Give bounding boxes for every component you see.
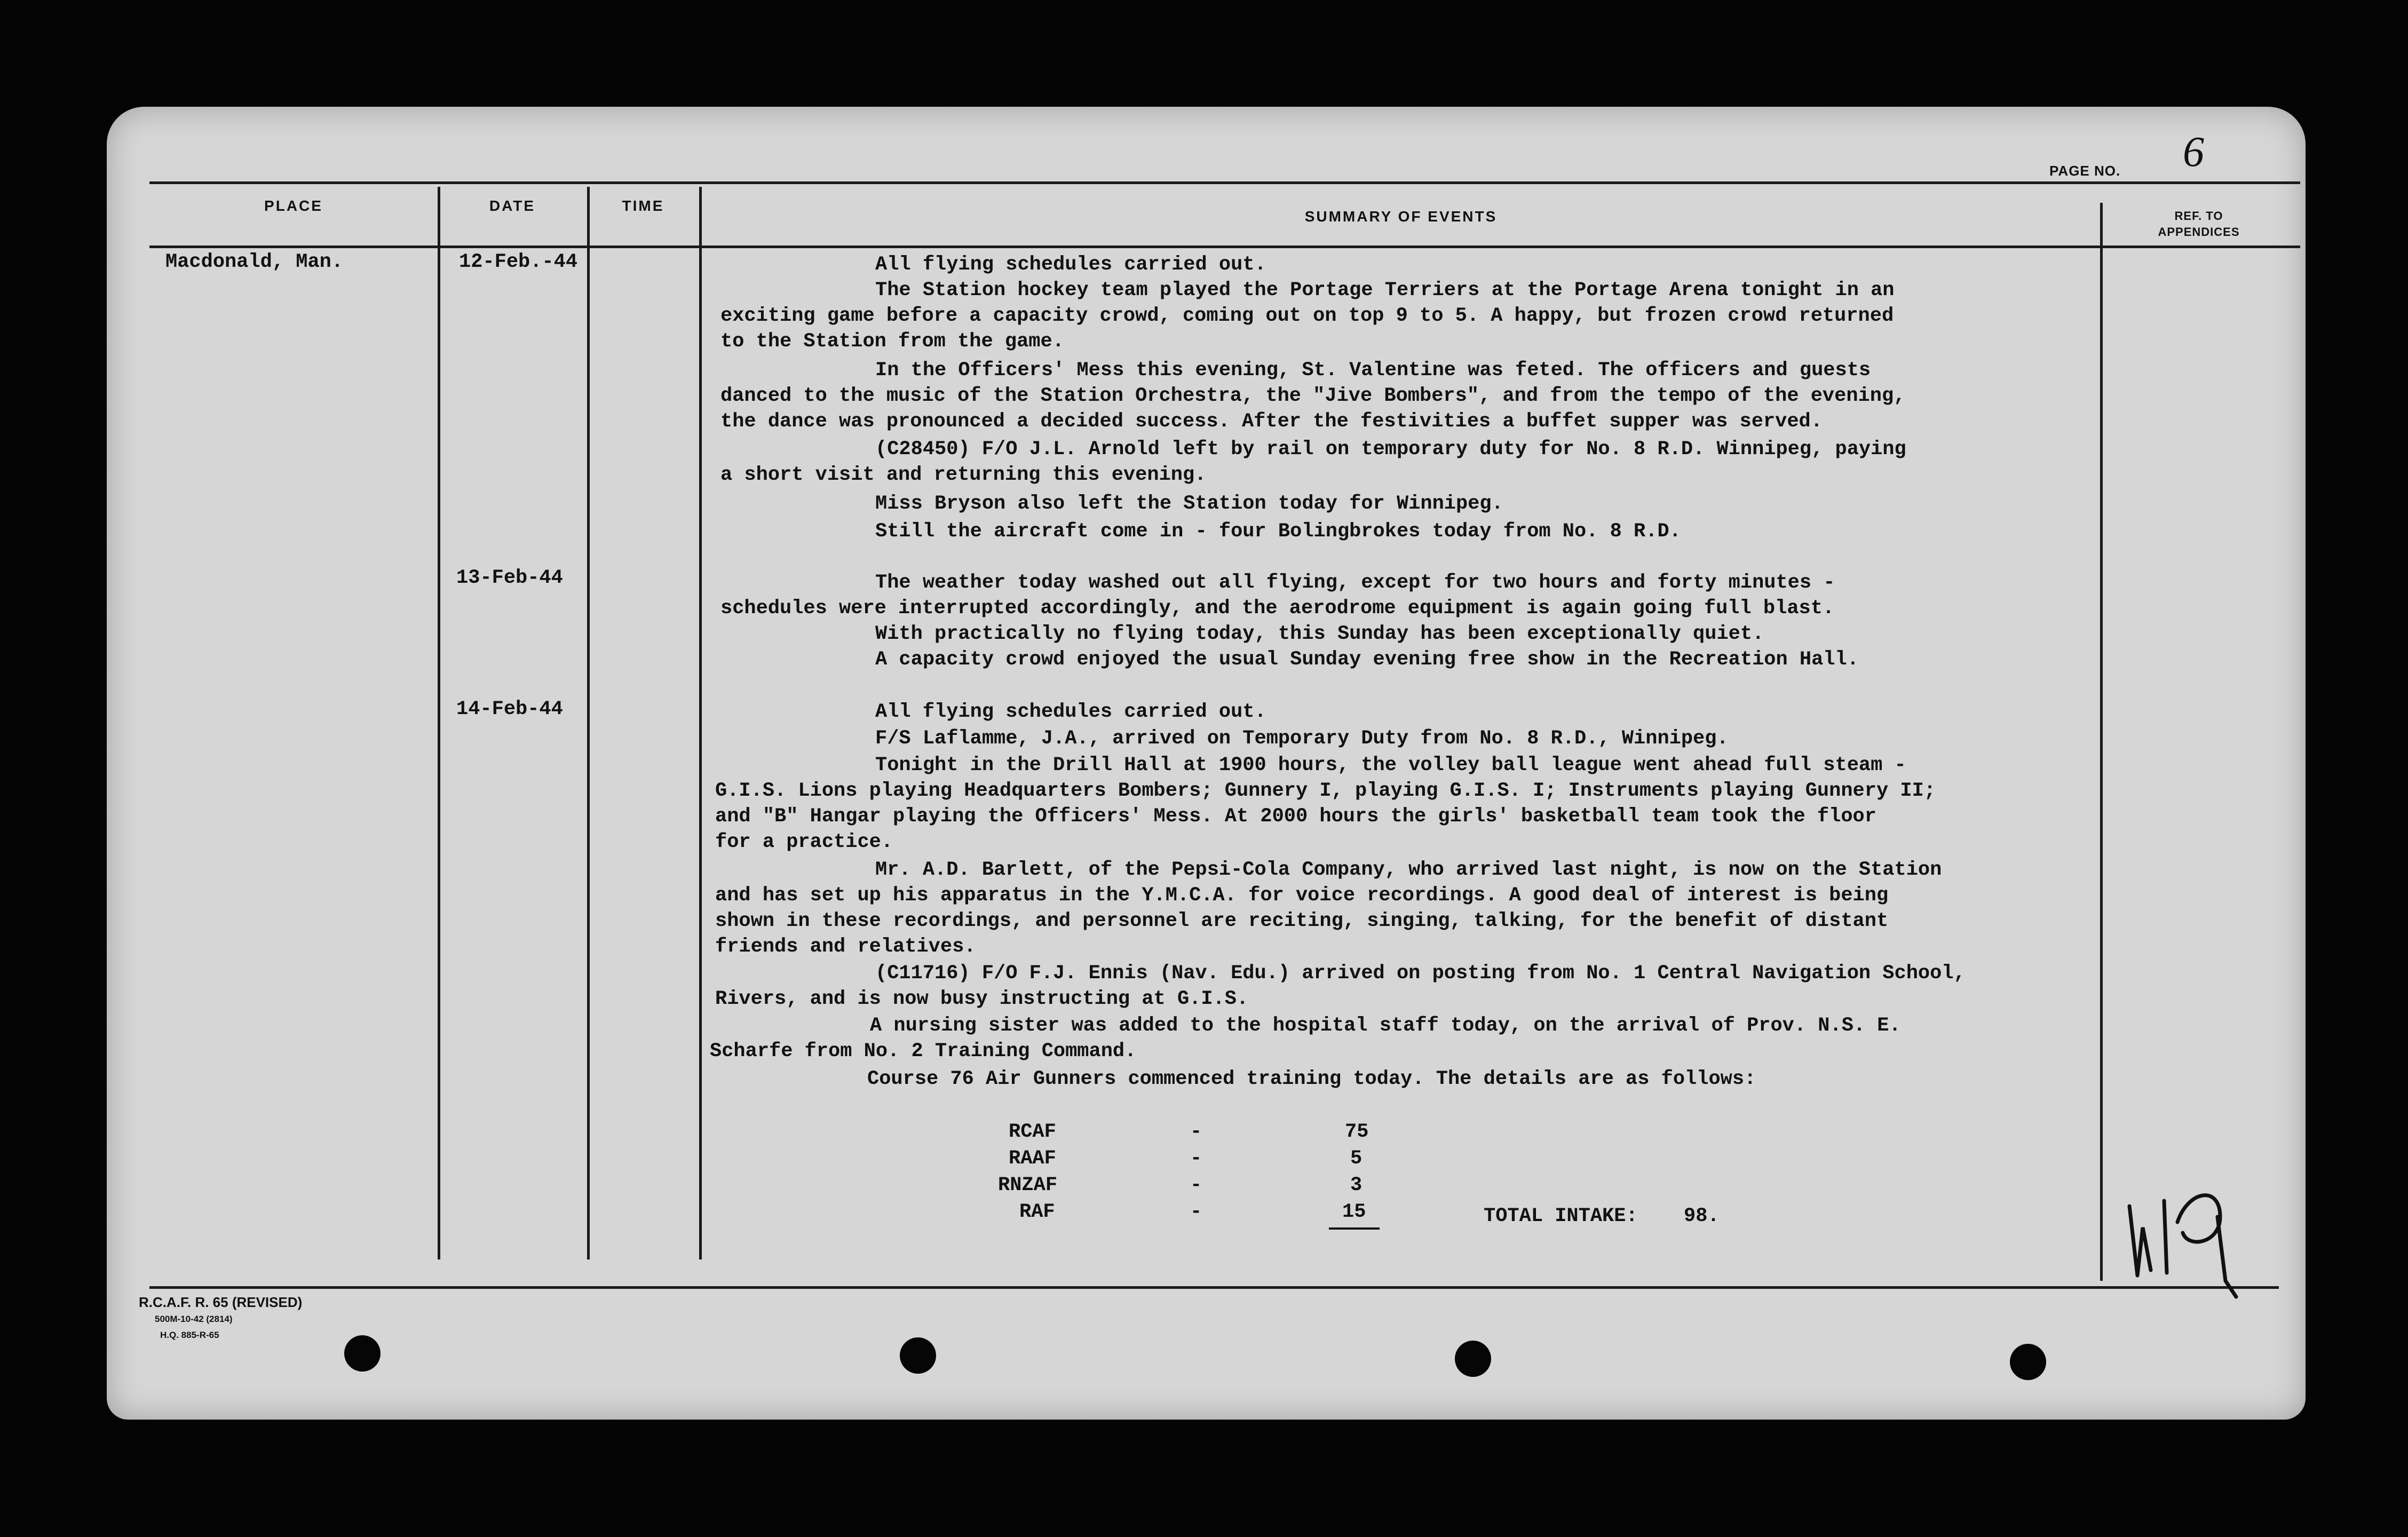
summary-line: (C28450) F/O J.L. Arnold left by rail on temporary duty for No. 8 R.D. Winnipeg, paying [875,438,1906,461]
page-number-label: PAGE NO. [2049,163,2121,179]
total-intake-value: 98. [1684,1205,1720,1227]
summary-line: exciting game before a capacity crowd, coming out on top 9 to 5. A happy, but frozen crowd returned [720,305,1894,327]
column-header-place: PLACE [264,197,323,214]
column-header-ref-line1: REF. TO [2174,209,2223,223]
column-divider-summary [2100,203,2103,1281]
summary-line: and "B" Hangar playing the Officers' Mess. At 2000 hours the girls' basketball team took the floor [715,805,1876,828]
diary-form-card [107,107,2306,1420]
column-header-time: TIME [622,197,664,214]
column-divider-place [438,187,440,1259]
punch-hole [900,1337,936,1374]
intake-count: 75 [1345,1121,1369,1143]
summary-line: The Station hockey team played the Portage Terriers at the Portage Arena tonight in an [875,279,1895,302]
summary-line: to the Station from the game. [720,330,1064,353]
column-header-ref [2108,208,2290,240]
summary-line: G.I.S. Lions playing Headquarters Bombers; Gunnery I, playing G.I.S. I; Instruments playing Gunnery II; [715,780,1936,802]
total-intake-label: TOTAL INTAKE: [1484,1205,1638,1227]
date-cell: 13-Feb-44 [456,567,563,589]
summary-line: Course 76 Air Gunners commenced training today. The details are as follows: [867,1068,1756,1090]
intake-dash: - [1190,1121,1202,1143]
summary-line: A capacity crowd enjoyed the usual Sunday evening free show in the Recreation Hall. [875,648,1859,671]
summary-line: In the Officers' Mess this evening, St. Valentine was feted. The officers and guests [875,359,1871,382]
column-divider-date [587,187,590,1259]
punch-hole [2010,1344,2046,1380]
summary-line: With practically no flying today, this Sunday has been exceptionally quiet. [875,623,1764,645]
intake-force: RNZAF [998,1174,1058,1197]
summary-line: Scharfe from No. 2 Training Command. [710,1040,1137,1063]
intake-force: RCAF [1009,1121,1056,1143]
column-header-summary: SUMMARY OF EVENTS [1304,208,1498,225]
place-cell: Macdonald, Man. [165,251,344,273]
handwritten-initials [2113,1169,2290,1302]
intake-dash: - [1190,1174,1202,1197]
summary-line: and has set up his apparatus in the Y.M.C.A. for voice recordings. A good deal of interest is being [715,884,1889,907]
summary-line: shown in these recordings, and personnel are reciting, singing, talking, for the benefit of distant [715,910,1889,932]
page-number-value: 6 [2183,129,2204,176]
form-print-code: 500M-10-42 (2814) [155,1314,233,1324]
summary-line: F/S Laflamme, J.A., arrived on Temporary Duty from No. 8 R.D., Winnipeg. [875,727,1729,750]
summary-line: Still the aircraft come in - four Bolingbrokes today from No. 8 R.D. [875,520,1681,543]
summary-line: for a practice. [715,831,893,853]
summary-line: Mr. A.D. Barlett, of the Pepsi-Cola Company, who arrived last night, is now on the Station [875,859,1942,881]
intake-force: RAF [1019,1201,1055,1223]
summary-line: All flying schedules carried out. [875,701,1266,723]
intake-dash: - [1190,1201,1202,1223]
summary-line: A nursing sister was added to the hospital staff today, on the arrival of Prov. N.S. E. [870,1015,1901,1037]
summary-line: (C11716) F/O F.J. Ennis (Nav. Edu.) arrived on posting from No. 1 Central Navigation School, [875,962,1966,985]
punch-hole [1455,1341,1491,1377]
summary-line: All flying schedules carried out. [875,253,1266,276]
bottom-rule [149,1286,2279,1289]
summary-line: schedules were interrupted accordingly, and the aerodrome equipment is again going full blast. [720,597,1835,620]
punch-hole [344,1335,381,1372]
intake-count: 3 [1350,1174,1363,1197]
intake-count: 15 [1342,1201,1366,1223]
summary-line: Rivers, and is now busy instructing at G.I.S. [715,988,1249,1010]
summary-line: Tonight in the Drill Hall at 1900 hours, the volley ball league went ahead full steam - [875,754,1906,777]
intake-force: RAAF [1009,1147,1056,1170]
column-header-date: DATE [489,197,536,214]
intake-dash: - [1190,1147,1202,1170]
top-rule [149,181,2300,184]
date-cell: 14-Feb-44 [456,698,563,720]
summary-line: danced to the music of the Station Orchestra, the "Jive Bombers", and from the tempo of the evening, [720,385,1906,407]
tally-underline [1329,1227,1380,1230]
summary-line: friends and relatives. [715,936,976,958]
intake-count: 5 [1350,1147,1363,1170]
form-hq-code: H.Q. 885-R-65 [160,1330,219,1340]
summary-line: a short visit and returning this evening. [720,464,1207,486]
summary-line: the dance was pronounced a decided success. After the festivities a buffet supper was served. [720,410,1823,433]
date-cell: 12-Feb.-44 [459,251,578,273]
form-number: R.C.A.F. R. 65 (REVISED) [139,1294,303,1310]
column-divider-time [699,187,702,1259]
summary-line: Miss Bryson also left the Station today for Winnipeg. [875,493,1503,515]
header-bottom-rule [149,245,2300,248]
column-header-ref-line2: APPENDICES [2158,225,2240,239]
summary-line: The weather today washed out all flying, except for two hours and forty minutes - [875,572,1835,594]
